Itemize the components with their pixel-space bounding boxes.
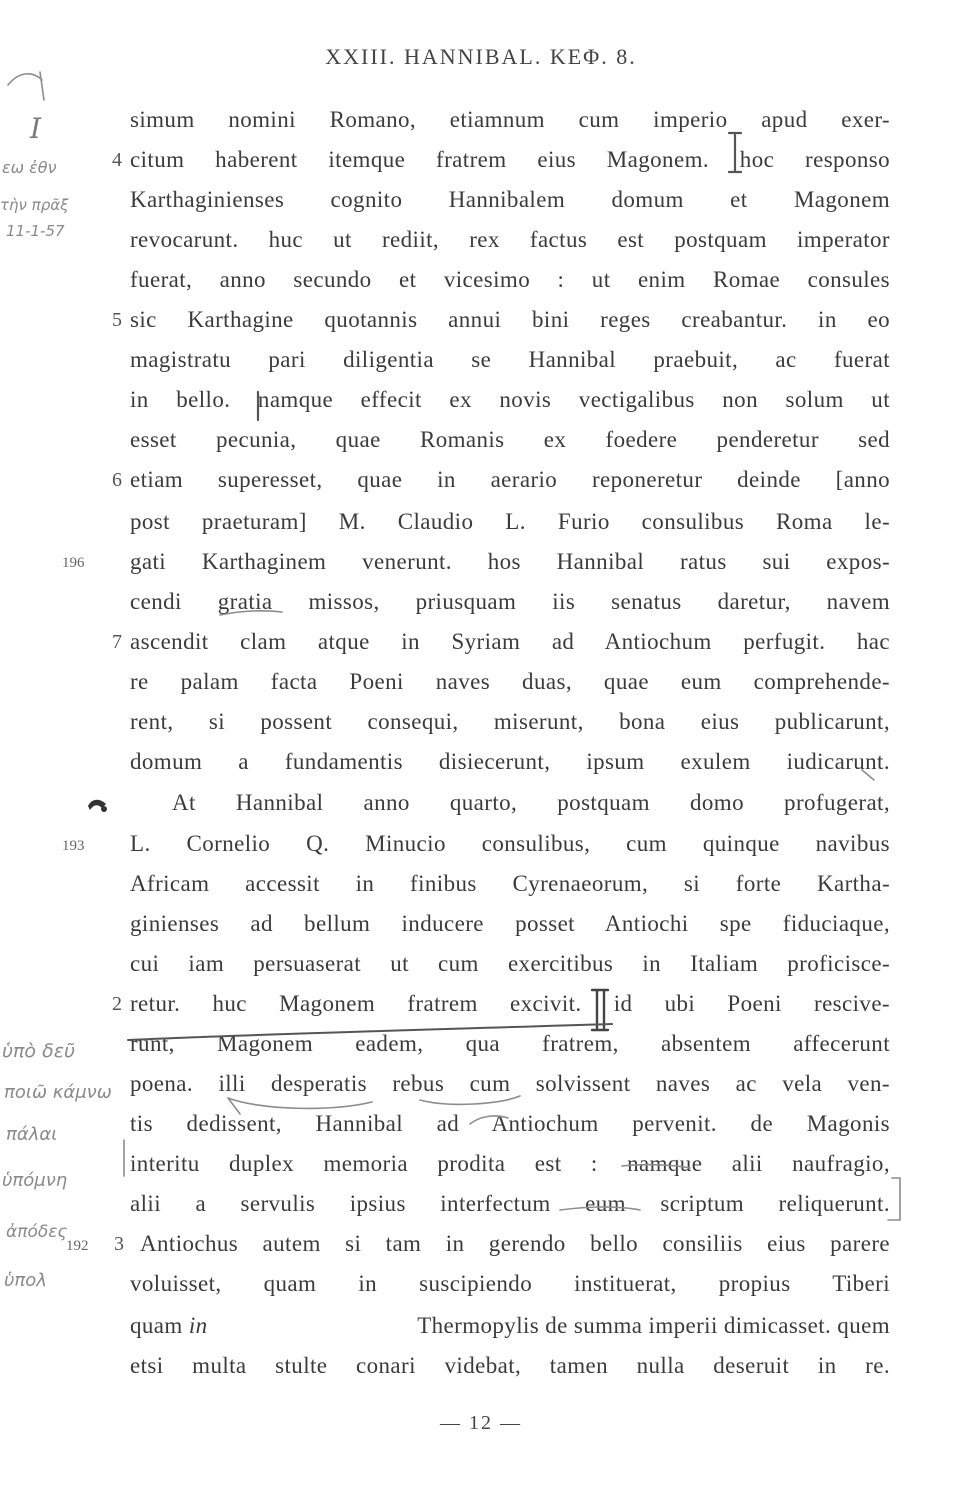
margin-note-lower-3: πάλαι (6, 1124, 58, 1145)
margin-note-lower-6: ὑπολ (4, 1270, 47, 1291)
text-line-4: revocarunt. huc ut rediit, rex factus est postquam imperator (130, 227, 890, 252)
page-header: XXIII. HANNIBAL. ΚΕΦ. 8. (325, 44, 637, 69)
text-line-20: Africam accessit in finibus Cyrenaeorum, si forte Kartha- (130, 871, 890, 896)
page-number: — 12 — (440, 1412, 522, 1434)
text-line-6: sic Karthagine quotannis annui bini reges creabantur. in eo (130, 307, 890, 332)
text-line-18: At Hannibal anno quarto, postquam domo profugerat, (172, 790, 890, 815)
margin-note-c: 11-1-57 (6, 222, 65, 240)
year-marker-193: 193 (62, 838, 85, 854)
text-line-2: citum haberent itemque fratrem eius Magonem. hoc responso (130, 147, 890, 172)
margin-note-b: τὴν πρᾶξ (0, 196, 69, 214)
text-line-16: rent, si possent consequi, miserunt, bona eius publicarunt, (130, 709, 890, 734)
text-line-23: retur. huc Magonem fratrem excivit. id ubi Poeni rescive- (130, 991, 890, 1016)
text-line-32: etsi multa stulte conari videbat, tamen nulla deseruit in re. (130, 1353, 890, 1378)
text-line-17: domum a fundamentis disiecerunt, ipsum exulem iudicarunt. (130, 749, 890, 774)
margin-note-lower-5: ἀπόδες (6, 1222, 68, 1242)
section-number-5: 5 (112, 309, 122, 331)
section-number-3: 3 (114, 1233, 124, 1255)
text-line-12: gati Karthaginem venerunt. hos Hannibal ratus sui expos- (130, 549, 890, 574)
text-line-9: esset pecunia, quae Romanis ex foedere penderetur sed (130, 427, 890, 452)
margin-note-lower-4: ὑπόμνη (2, 1170, 68, 1191)
margin-note-lower-2: ποιῶ κάμνω (4, 1082, 112, 1103)
text-line-11: post praeturam] M. Claudio L. Furio consulibus Roma le- (130, 509, 890, 534)
text-line-7: magistratu pari diligentia se Hannibal praebuit, ac fuerat (130, 347, 890, 372)
text-line-15: re palam facta Poeni naves duas, quae eum comprehende- (130, 669, 890, 694)
year-marker-192: 192 (66, 1238, 89, 1254)
section-number-6: 6 (112, 469, 122, 491)
text-line-26: tis dedissent, Hannibal ad Antiochum pervenit. de Magonis (130, 1111, 890, 1136)
text-line-25: poena. illi desperatis rebus cum solvissent naves ac vela ven- (130, 1071, 890, 1096)
text-line-27: interitu duplex memoria prodita est : namque alii naufragio, (130, 1151, 890, 1176)
text-line-29: Antiochus autem si tam in gerendo bello consiliis eius parere (140, 1231, 890, 1256)
text-line-1: simum nomini Romano, etiamnum cum imperio apud exer- (130, 107, 890, 132)
text-line-31-end: Thermopylis de summa imperii dimicasset. quem (417, 1313, 890, 1338)
margin-note-lower-1: ὑπὸ δεῦ (2, 1040, 75, 1062)
section-number-7: 7 (112, 631, 122, 653)
text-line-24: runt, Magonem eadem, qua fratrem, absentem affecerunt (130, 1031, 890, 1056)
text-line-28: alii a servulis ipsius interfectum eum scriptum reliquerunt. (130, 1191, 890, 1216)
text-line-21: ginienses ad bellum inducere posset Antiochi spe fiduciaque, (130, 911, 890, 936)
text-line-31 (130, 1306, 890, 1346)
text-line-14: ascendit clam atque in Syriam ad Antiochum perfugit. hac (130, 629, 890, 654)
year-marker-196: 196 (62, 555, 85, 571)
section-number-2: 2 (112, 993, 122, 1015)
text-line-30: voluisset, quam in suscipiendo instituerat, propius Tiberi (130, 1271, 890, 1296)
text-line-5: fuerat, anno secundo et vicesimo : ut enim Romae consules (130, 267, 890, 292)
text-line-22: cui iam persuaserat ut cum exercitibus in Italiam proficisce- (130, 951, 890, 976)
section-number-4: 4 (112, 149, 122, 171)
text-line-8: in bello. namque effecit ex novis vectigalibus non solum ut (130, 387, 890, 412)
text-line-3: Karthaginienses cognito Hannibalem domum et Magonem (130, 187, 890, 212)
margin-note-roman: I (30, 112, 42, 145)
text-line-19: L. Cornelio Q. Minucio consulibus, cum quinque navibus (130, 831, 890, 856)
text-line-13: cendi gratia missos, priusquam iis senatus daretur, navem (130, 589, 890, 614)
margin-note-a: εω ἐθν (2, 158, 57, 177)
italic-word: in (188, 1313, 208, 1338)
text-line-10: etiam superesset, quae in aerario reponeretur deinde [anno (130, 467, 890, 492)
text-line-31-start: quam in (130, 1313, 208, 1338)
paragraph-mark-icon (86, 796, 110, 814)
